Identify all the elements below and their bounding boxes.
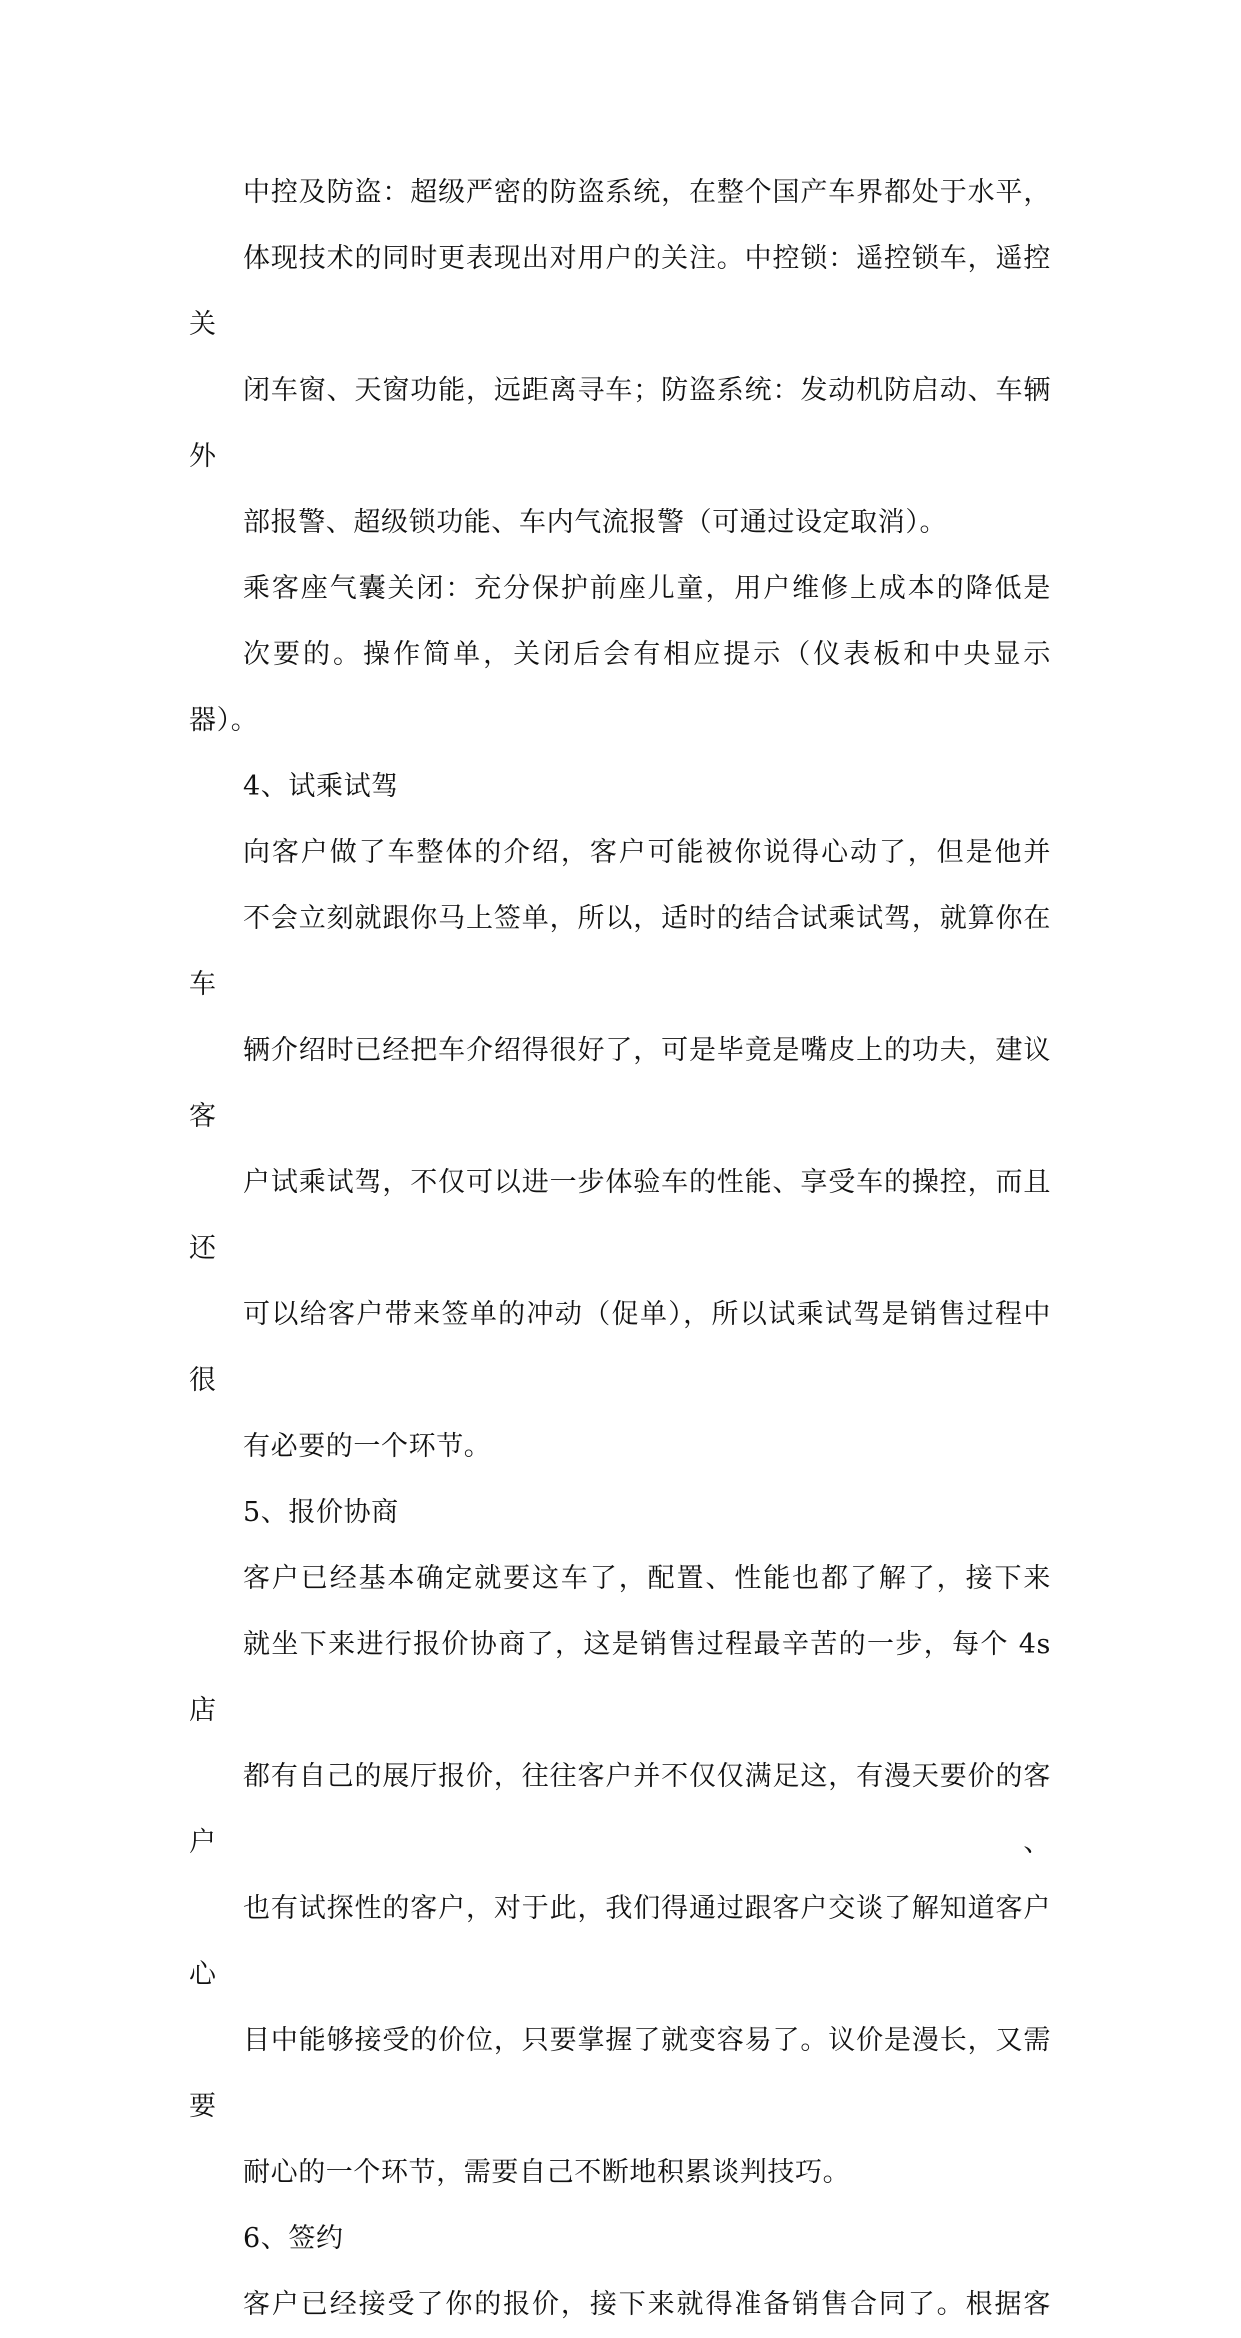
text-line: 有必要的一个环节。 (243, 1431, 492, 1462)
text-line: 可以给客户带来签单的冲动（促单），所以试乘试驾是销售过程中很 (189, 1299, 1051, 1396)
paragraph-anti-theft (189, 160, 1051, 556)
section-heading-price-negotiation: 5、报价协商 (243, 1497, 399, 1528)
text-line: 中控及防盗：超级严密的防盗系统，在整个国产车界都处于水平， (243, 177, 1051, 208)
text-line: 目中能够接受的价位，只要掌握了就变容易了。议价是漫长，又需要 (189, 2025, 1051, 2122)
text-line: 客户已经基本确定就要这车了，配置、性能也都了解了，接下来 (243, 1563, 1051, 1594)
section-heading-test-drive: 4、试乘试驾 (243, 771, 399, 802)
paragraph-price-negotiation (189, 1546, 1051, 2206)
text-line: 耐心的一个环节，需要自己不断地积累谈判技巧。 (243, 2157, 851, 2188)
paragraph-airbag (189, 556, 1051, 754)
text-line: 客户已经接受了你的报价，接下来就得准备销售合同了。根据客 (243, 2289, 1051, 2320)
text-line: 次要的。操作简单，关闭后会有相应提示（仪表板和中央显示器）。 (189, 639, 1051, 736)
text-line: 就坐下来进行报价协商了，这是销售过程最辛苦的一步，每个 4s 店 (189, 1629, 1051, 1726)
text-line: 辆介绍时已经把车介绍得很好了，可是毕竟是嘴皮上的功夫，建议客 (189, 1035, 1051, 1132)
text-line: 体现技术的同时更表现出对用户的关注。中控锁：遥控锁车，遥控关 (189, 243, 1051, 340)
text-line: 不会立刻就跟你马上签单，所以，适时的结合试乘试驾，就算你在车 (189, 903, 1051, 1000)
paragraph-signing (189, 2272, 1051, 2338)
text-line: 闭车窗、天窗功能，远距离寻车；防盗系统：发动机防启动、车辆外 (189, 375, 1051, 472)
text-line: 户试乘试驾，不仅可以进一步体验车的性能、享受车的操控，而且还 (189, 1167, 1051, 1264)
text-line: 乘客座气囊关闭：充分保护前座儿童，用户维修上成本的降低是 (243, 573, 1051, 604)
section-heading-signing: 6、签约 (243, 2223, 344, 2254)
text-line: 部报警、超级锁功能、车内气流报警（可通过设定取消）。 (243, 507, 948, 538)
text-line: 都有自己的展厅报价，往往客户并不仅仅满足这，有漫天要价的客户、 (189, 1761, 1051, 1858)
paragraph-test-drive (189, 820, 1051, 1480)
document-body (189, 160, 1051, 2338)
text-line: 向客户做了车整体的介绍，客户可能被你说得心动了，但是他并 (243, 837, 1051, 868)
text-line: 也有试探性的客户，对于此，我们得通过跟客户交谈了解知道客户心 (189, 1893, 1051, 1990)
